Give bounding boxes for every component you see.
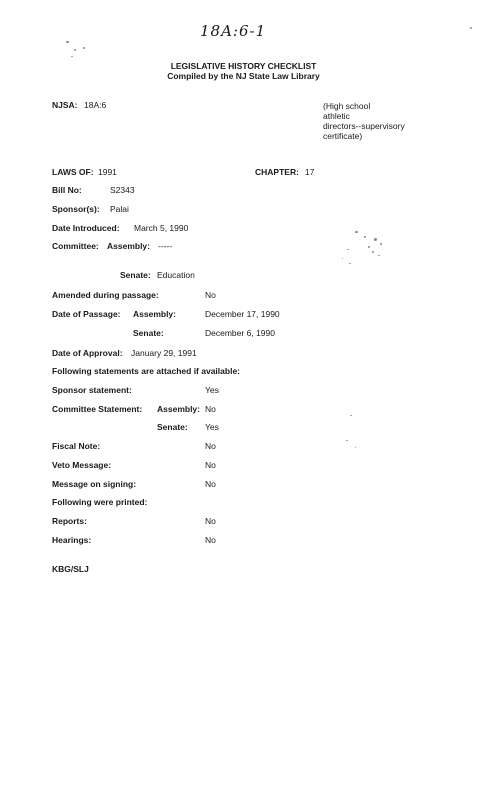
document-subtitle: Compiled by the NJ State Law Library (167, 71, 320, 81)
njsa-value: 18A:6 (84, 100, 107, 110)
fiscal-note-value: No (205, 441, 216, 451)
njsa-label: NJSA: (52, 100, 78, 110)
message-on-signing-label: Message on signing: (52, 479, 137, 489)
veto-message-label: Veto Message: (52, 460, 112, 470)
committee-statement-assembly-value: No (205, 404, 216, 414)
passage-senate-value: December 6, 1990 (205, 328, 275, 338)
date-introduced-label: Date Introduced: (52, 223, 120, 233)
laws-of-label: LAWS OF: (52, 167, 94, 177)
handwritten-reference: 18A:6-1 (200, 22, 267, 40)
committee-assembly-value: ----- (158, 241, 173, 251)
fiscal-note-label: Fiscal Note: (52, 441, 101, 451)
approval-label: Date of Approval: (52, 348, 123, 358)
subject-note-line-1: (High school (323, 101, 371, 111)
bill-no-label: Bill No: (52, 185, 82, 195)
sponsor-statement-value: Yes (205, 385, 219, 395)
committee-label: Committee: (52, 241, 99, 251)
committee-statement-senate-label: Senate: (157, 422, 188, 432)
reports-value: No (205, 516, 216, 526)
committee-statement-assembly-label: Assembly: (157, 404, 200, 414)
message-on-signing-value: No (205, 479, 216, 489)
subject-note-line-3: directors--supervisory (323, 121, 405, 131)
statements-heading: Following statements are attached if available: (52, 366, 240, 376)
chapter-value: 17 (305, 167, 315, 177)
passage-assembly-label: Assembly: (133, 309, 176, 319)
committee-senate-label: Senate: (120, 270, 151, 280)
subject-note-line-4: certificate) (323, 131, 363, 141)
amended-value: No (205, 290, 216, 300)
printed-heading: Following were printed: (52, 497, 148, 507)
committee-statement-senate-value: Yes (205, 422, 219, 432)
committee-assembly-label: Assembly: (107, 241, 150, 251)
initials: KBG/SLJ (52, 564, 89, 574)
laws-of-value: 1991 (98, 167, 117, 177)
hearings-label: Hearings: (52, 535, 92, 545)
sponsors-value: Palai (110, 204, 129, 214)
sponsor-statement-label: Sponsor statement: (52, 385, 132, 395)
amended-label: Amended during passage: (52, 290, 159, 300)
subject-note-line-2: athletic (323, 111, 350, 121)
passage-label: Date of Passage: (52, 309, 121, 319)
reports-label: Reports: (52, 516, 87, 526)
passage-senate-label: Senate: (133, 328, 164, 338)
chapter-label: CHAPTER: (255, 167, 299, 177)
veto-message-value: No (205, 460, 216, 470)
approval-value: January 29, 1991 (131, 348, 197, 358)
sponsors-label: Sponsor(s): (52, 204, 100, 214)
bill-no-value: S2343 (110, 185, 135, 195)
hearings-value: No (205, 535, 216, 545)
committee-senate-value: Education (157, 270, 195, 280)
date-introduced-value: March 5, 1990 (134, 223, 189, 233)
passage-assembly-value: December 17, 1990 (205, 309, 280, 319)
committee-statement-label: Committee Statement: (52, 404, 143, 414)
document-title: LEGISLATIVE HISTORY CHECKLIST (170, 61, 317, 71)
